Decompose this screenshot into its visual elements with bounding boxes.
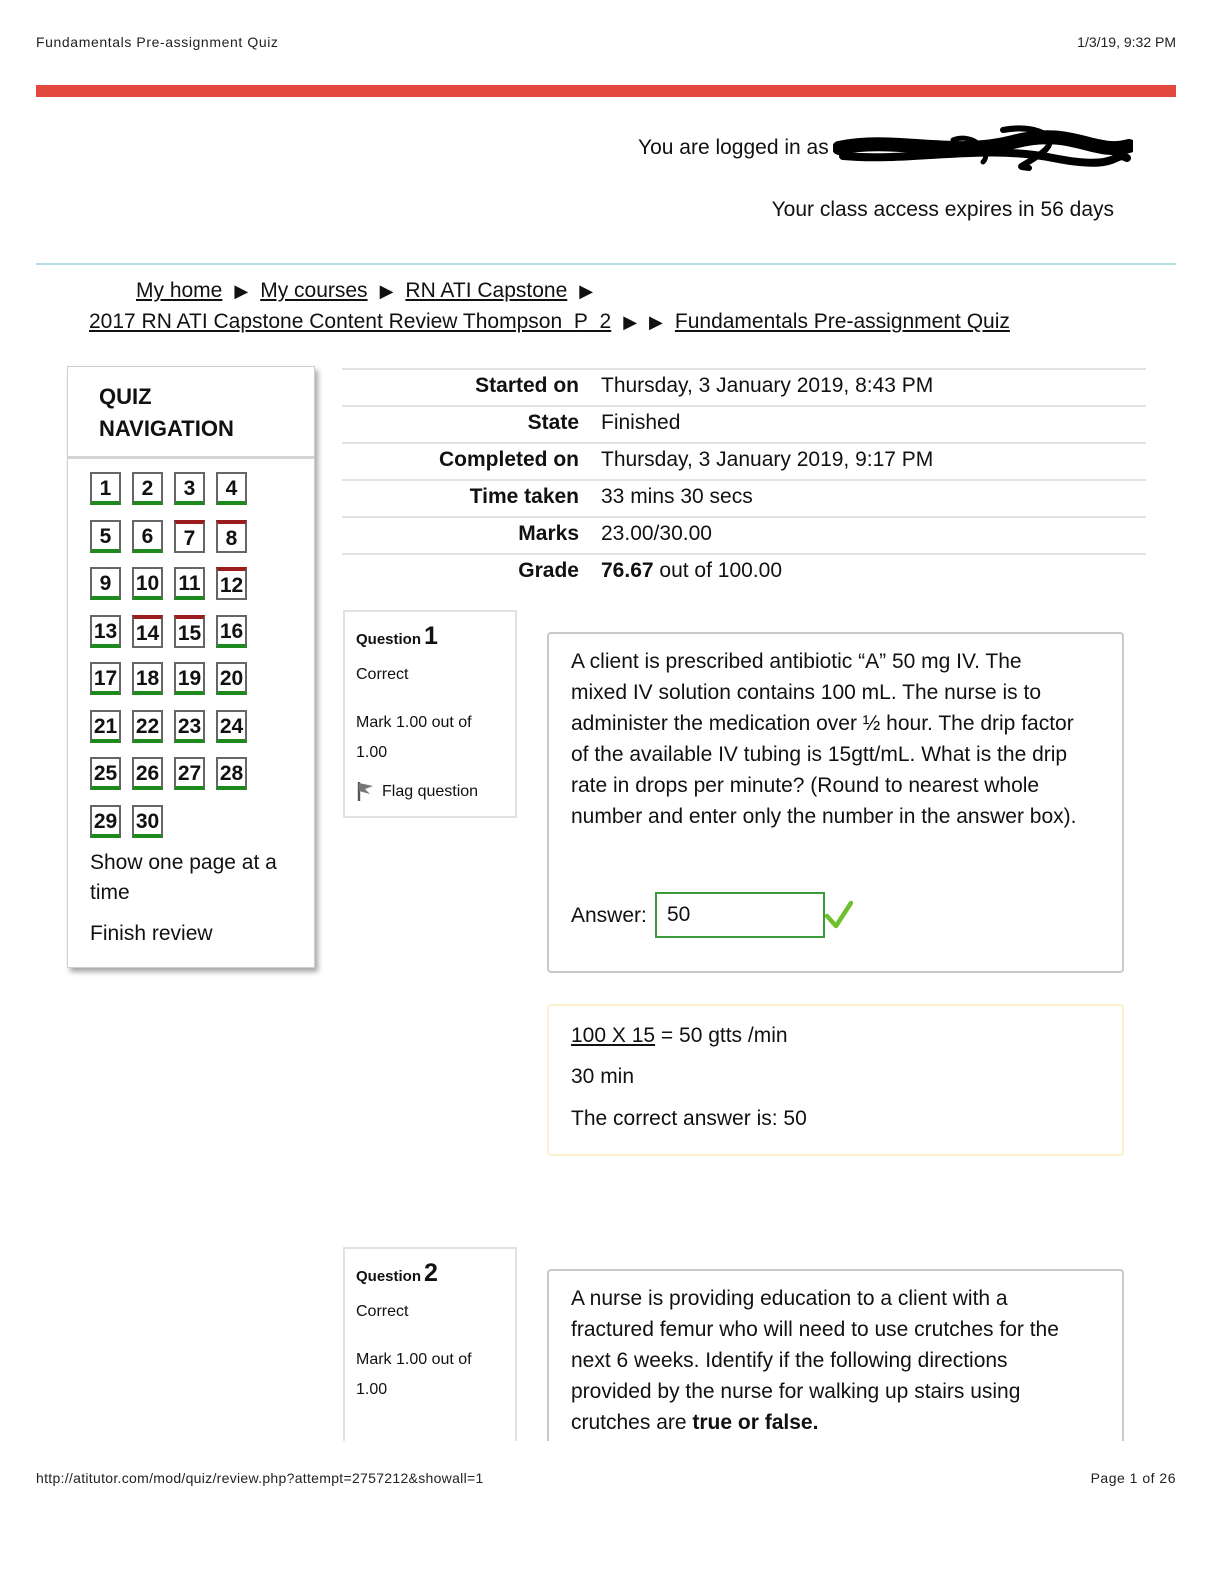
question-nav-button-26[interactable]: 26 <box>132 757 163 790</box>
breadcrumb-separator-icon: ▶ <box>234 281 249 301</box>
question-1-state: Correct <box>356 666 409 683</box>
breadcrumb-separator-icon: ▶ <box>623 312 638 332</box>
question-nav-button-25[interactable]: 25 <box>90 757 121 790</box>
top-banner-bar <box>36 85 1176 97</box>
breadcrumb-my-courses[interactable]: My courses <box>260 279 368 302</box>
answer-input[interactable] <box>655 892 825 938</box>
question-nav-button-20[interactable]: 20 <box>216 662 247 695</box>
breadcrumb-separator-icon: ▶ <box>649 312 663 332</box>
flag-question-label: Flag question <box>382 783 479 800</box>
question-nav-button-9[interactable]: 9 <box>90 567 121 600</box>
question-2-text-main: A nurse is providing education to a client with a fractured femur who will need to use crutches for the next 6 weeks. Identify if the following directions provided by the nurse for walking up stairs using crutches are <box>571 1287 1059 1434</box>
time-taken-label: Time taken <box>469 485 579 508</box>
quiz-navigation-title-line-1: QUIZ <box>99 384 152 409</box>
print-header-title: Fundamentals Pre-assignment Quiz <box>36 34 279 50</box>
question-nav-button-15[interactable]: 15 <box>174 615 205 648</box>
question-nav-button-4[interactable]: 4 <box>216 472 247 505</box>
print-header-datetime: 1/3/19, 9:32 PM <box>1077 34 1176 50</box>
grade-value <box>601 559 782 583</box>
flag-icon <box>356 780 376 802</box>
question-2-text-bold: true or false. <box>692 1411 819 1434</box>
marks-value: 23.00/30.00 <box>601 522 712 545</box>
question-2-state: Correct <box>356 1303 409 1320</box>
summary-row-state <box>342 405 1146 442</box>
question-nav-button-22[interactable]: 22 <box>132 710 163 743</box>
header-divider <box>36 263 1176 265</box>
login-info: You are logged in as <box>638 136 829 159</box>
question-1-number <box>356 622 438 651</box>
breadcrumb-separator-icon: ▶ <box>379 281 394 301</box>
feedback-formula <box>571 1024 788 1048</box>
question-nav-button-23[interactable]: 23 <box>174 710 205 743</box>
answer-label: Answer: <box>571 904 647 927</box>
breadcrumb-course[interactable]: RN ATI Capstone <box>405 279 568 302</box>
question-2-number <box>356 1259 438 1288</box>
question-nav-button-16[interactable]: 16 <box>216 615 247 648</box>
quiz-navigation-title <box>99 381 234 445</box>
question-nav-button-5[interactable]: 5 <box>90 520 121 553</box>
finish-review-link[interactable]: Finish review <box>90 922 213 945</box>
question-nav-button-1[interactable]: 1 <box>90 472 121 505</box>
question-nav-button-19[interactable]: 19 <box>174 662 205 695</box>
question-2-text <box>571 1283 1081 1438</box>
question-1-mark: Mark 1.00 out of 1.00 <box>356 714 472 761</box>
completed-on-label: Completed on <box>439 448 579 471</box>
question-nav-button-8[interactable]: 8 <box>216 520 247 553</box>
grade-score: 76.67 <box>601 559 654 582</box>
question-nav-button-12[interactable]: 12 <box>216 567 247 600</box>
completed-on-value: Thursday, 3 January 2019, 9:17 PM <box>601 448 934 471</box>
page-bottom-mask <box>0 1441 1224 1584</box>
grade-suffix: out of 100.00 <box>653 559 783 582</box>
time-taken-value: 33 mins 30 secs <box>601 485 753 508</box>
quiz-navigation-divider <box>68 456 314 459</box>
summary-row-grade <box>342 553 1146 590</box>
flag-question-button[interactable] <box>356 780 478 802</box>
quiz-navigation-block <box>67 366 315 968</box>
question-nav-button-3[interactable]: 3 <box>174 472 205 505</box>
question-nav-button-14[interactable]: 14 <box>132 615 163 648</box>
summary-row-started <box>342 368 1146 405</box>
summary-row-time <box>342 479 1146 516</box>
question-number: 1 <box>424 622 438 650</box>
question-nav-button-29[interactable]: 29 <box>90 805 121 838</box>
marks-label: Marks <box>518 522 579 545</box>
breadcrumb-section[interactable]: 2017 RN ATI Capstone Content Review Thompson_P_2 <box>89 310 612 333</box>
state-value: Finished <box>601 411 681 434</box>
class-access-expiry: Your class access expires in 56 days <box>771 198 1114 221</box>
question-nav-button-2[interactable]: 2 <box>132 472 163 505</box>
state-label: State <box>527 411 579 434</box>
question-nav-button-13[interactable]: 13 <box>90 615 121 648</box>
breadcrumb <box>136 279 605 303</box>
attempt-summary-table <box>342 368 1146 590</box>
feedback-numerator: 100 X 15 <box>571 1024 656 1047</box>
print-footer-page: Page 1 of 26 <box>1090 1470 1176 1486</box>
question-nav-button-18[interactable]: 18 <box>132 662 163 695</box>
breadcrumb-separator-icon: ▶ <box>579 281 594 301</box>
question-number: 2 <box>424 1259 438 1287</box>
show-one-page-link[interactable]: Show one page at a time <box>90 851 277 904</box>
summary-row-marks <box>342 516 1146 553</box>
question-1-info <box>343 610 517 818</box>
question-nav-button-17[interactable]: 17 <box>90 662 121 695</box>
feedback-denominator: 30 min <box>571 1065 635 1088</box>
summary-row-completed <box>342 442 1146 479</box>
question-2-mark: Mark 1.00 out of 1.00 <box>356 1351 472 1398</box>
grade-label: Grade <box>518 559 579 582</box>
correct-check-icon <box>825 900 853 930</box>
question-nav-button-6[interactable]: 6 <box>132 520 163 553</box>
question-label: Question <box>356 631 422 648</box>
question-nav-button-28[interactable]: 28 <box>216 757 247 790</box>
question-1-feedback <box>547 1004 1124 1156</box>
question-nav-button-10[interactable]: 10 <box>132 567 163 600</box>
question-1-text: A client is prescribed antibiotic “A” 50 mg IV. The mixed IV solution contains 100 mL. The nurse is to administer the medication over ½ hour. The drip factor of the available IV tubing is 15gtt/mL. What is the drip rate in drops per minute? (Round to nearest whole number and enter only the number in the answer box). <box>571 650 1077 828</box>
breadcrumb-my-home[interactable]: My home <box>136 279 223 302</box>
question-nav-button-24[interactable]: 24 <box>216 710 247 743</box>
breadcrumb-quiz[interactable]: Fundamentals Pre-assignment Quiz <box>674 310 1010 333</box>
question-1-content <box>547 632 1124 973</box>
started-on-value: Thursday, 3 January 2019, 8:43 PM <box>601 374 934 397</box>
redacted-username-scribble <box>833 122 1133 174</box>
question-nav-button-11[interactable]: 11 <box>174 567 205 600</box>
feedback-result: = 50 gtts /min <box>655 1024 788 1047</box>
started-on-label: Started on <box>475 374 579 397</box>
question-2-content <box>547 1269 1124 1449</box>
print-footer-url: http://atitutor.com/mod/quiz/review.php?attempt=2757212&showall=1 <box>36 1470 484 1486</box>
breadcrumb-line-2 <box>89 310 1010 334</box>
correct-answer-text: The correct answer is: 50 <box>571 1107 807 1130</box>
question-nav-button-30[interactable]: 30 <box>132 805 163 838</box>
question-2-info <box>343 1247 517 1447</box>
question-label: Question <box>356 1268 422 1285</box>
question-nav-button-21[interactable]: 21 <box>90 710 121 743</box>
quiz-navigation-title-line-2: NAVIGATION <box>99 416 234 441</box>
question-nav-button-27[interactable]: 27 <box>174 757 205 790</box>
question-nav-button-7[interactable]: 7 <box>174 520 205 553</box>
